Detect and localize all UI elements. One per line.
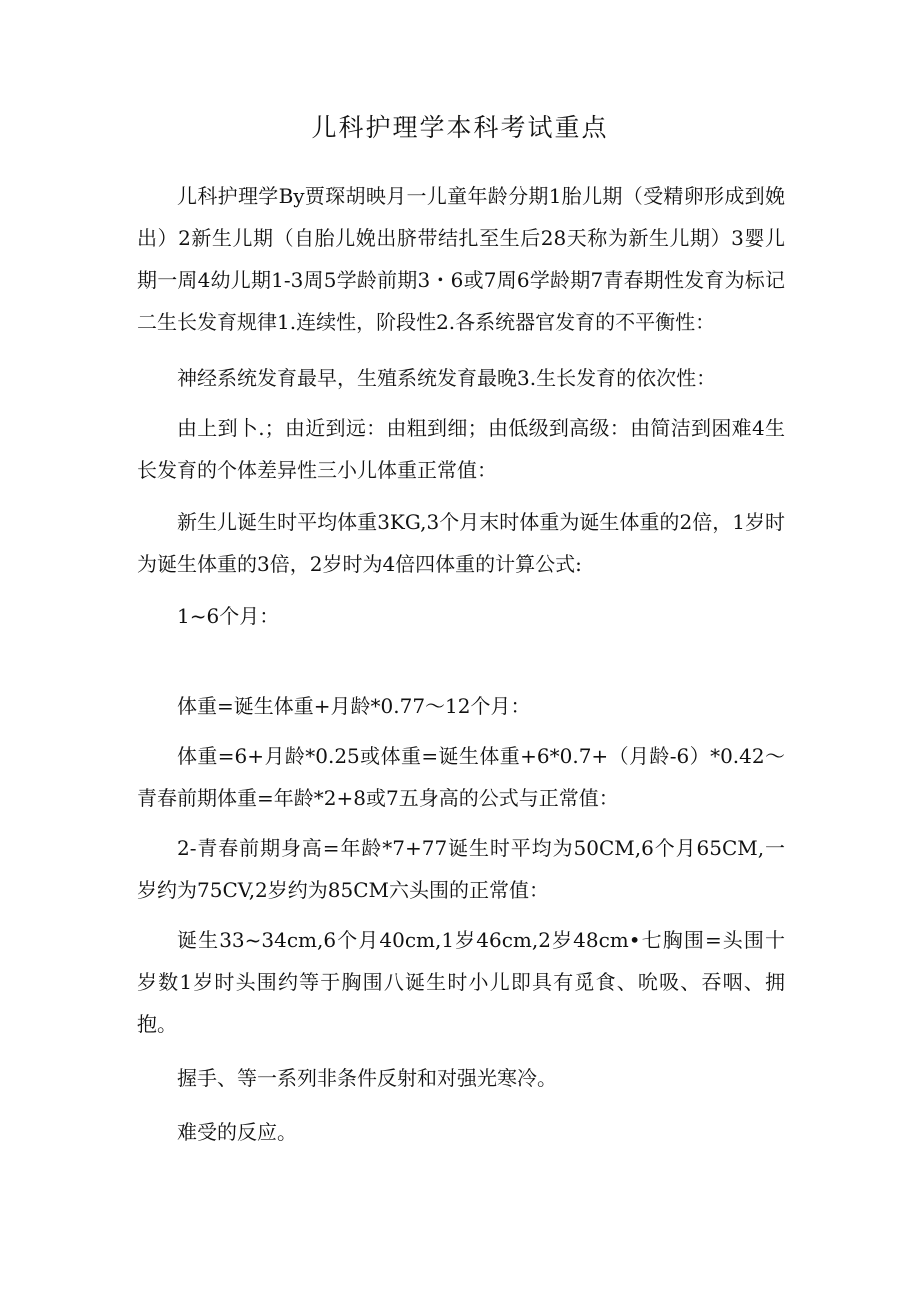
paragraph-1-6-months: 1~6个月： bbox=[177, 604, 280, 628]
paragraph-nervous-system: 神经系统发育最早，生殖系统发育最晚3.生长发育的依次性： bbox=[177, 366, 717, 390]
paragraph-reaction: 难受的反应。 bbox=[177, 1120, 297, 1144]
paragraph-weight-formula-2: 体重=6+月龄*0.25或体重=诞生体重+6*0.7+（月龄-6）*0.42～青春前期体重=年龄*2+8或7五身高的公式与正常值： bbox=[137, 744, 785, 810]
paragraph-reflexes: 握手、等一系列非条件反射和对强光寒冷。 bbox=[177, 1066, 557, 1090]
paragraph-weight-formula-1: 体重=诞生体重+月龄*0.77～12个月： bbox=[177, 694, 531, 718]
paragraph-head-circumference: 诞生33~34cm,6个月40cm,1岁46cm,2岁48cm•七胸围=头围十岁数1岁时头围约等于胸围八诞生时小儿即具有觅食、吮吸、吞咽、拥抱。 bbox=[137, 928, 785, 1036]
paragraph-height-formula: 2-青春前期身高=年龄*7+77诞生时平均为50CM,6个月65CM,一岁约为75CV,2岁约为85CM六头围的正常值： bbox=[137, 836, 785, 902]
document-body bbox=[137, 175, 785, 1153]
paragraph-age-stages-and-growth-rules: 儿科护理学By贾琛胡映月一儿童年龄分期1胎儿期（受精卵形成到娩出）2新生儿期（自胎儿娩出脐带结扎至生后28天称为新生儿期）3婴儿期一周4幼儿期1-3周5学龄前期3・6或7周6学龄期7青春期性发育为标记二生长发育规律1.连续性，阶段性2.各系统器官发育的不平衡性： bbox=[137, 184, 785, 334]
paragraph-newborn-weight: 新生儿诞生时平均体重3KG,3个月末时体重为诞生体重的2倍，1岁时为诞生体重的3倍，2岁时为4倍四体重的计算公式: bbox=[137, 510, 785, 576]
paragraph-growth-order: 由上到卜.；由近到远：由粗到细；由低级到高级：由简洁到困难4生长发育的个体差异性三小儿体重正常值： bbox=[137, 416, 785, 482]
document-title: 儿科护理学本科考试重点 bbox=[311, 113, 609, 142]
